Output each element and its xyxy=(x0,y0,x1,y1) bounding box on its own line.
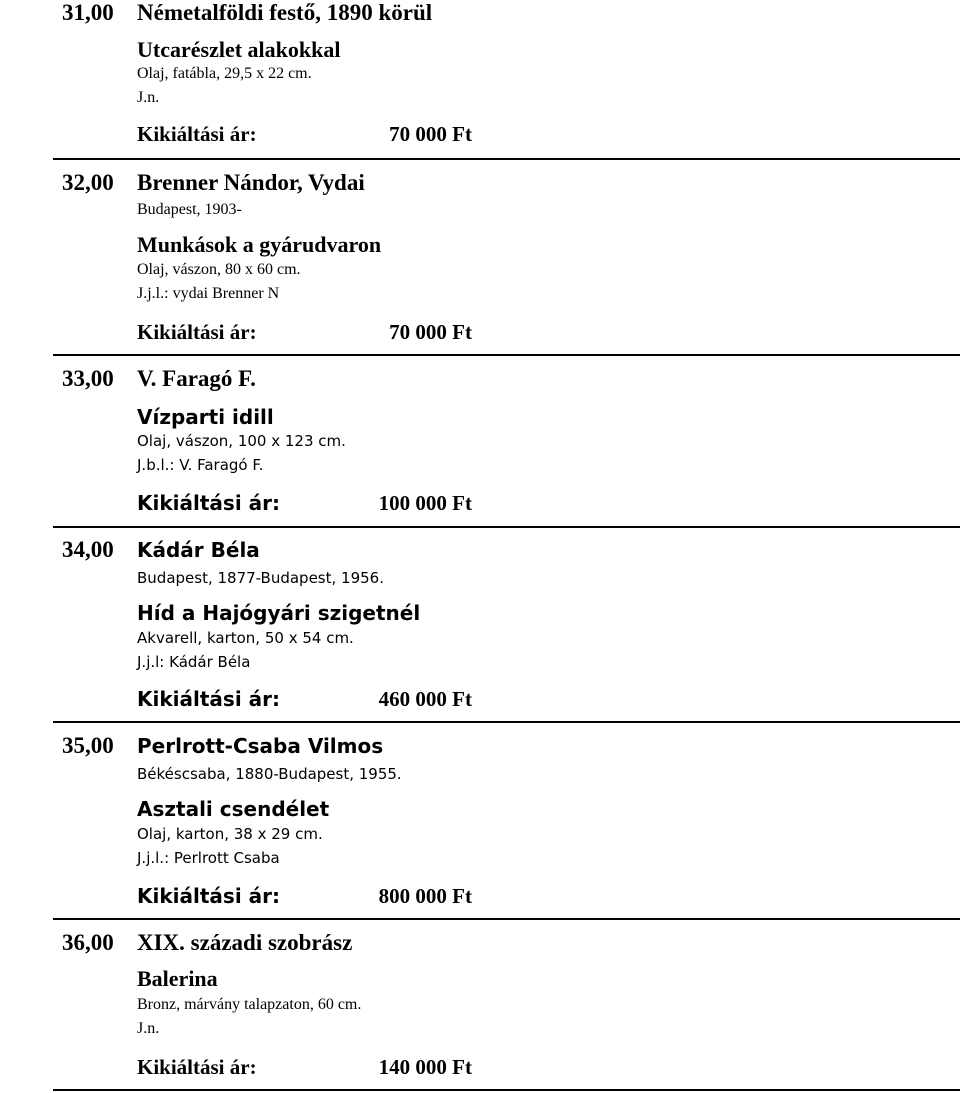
lot-artist-bio: Budapest, 1877-Budapest, 1956. xyxy=(137,569,384,587)
lot-divider xyxy=(53,721,960,723)
lot-medium: Olaj, vászon, 100 x 123 cm. xyxy=(137,432,346,450)
price-label: Kikiáltási ár: xyxy=(137,122,257,146)
starting-price: 70 000 Ft xyxy=(389,320,472,344)
starting-price: 100 000 Ft xyxy=(378,491,472,515)
lot-artist: V. Faragó F. xyxy=(137,366,256,391)
lot-divider xyxy=(53,918,960,920)
lot-title: Híd a Hajógyári szigetnél xyxy=(137,601,421,625)
price-label: Kikiáltási ár: xyxy=(137,320,257,344)
lot-title: Utcarészlet alakokkal xyxy=(137,37,341,62)
lot-medium: Olaj, fatábla, 29,5 x 22 cm. xyxy=(137,65,312,82)
lot-divider xyxy=(53,526,960,528)
price-label: Kikiáltási ár: xyxy=(137,687,280,711)
starting-price: 800 000 Ft xyxy=(378,884,472,908)
lot-signature: J.b.l.: V. Faragó F. xyxy=(137,456,264,474)
lot-title: Vízparti idill xyxy=(137,405,274,429)
lot-number: 31,00 xyxy=(62,0,114,25)
price-label: Kikiáltási ár: xyxy=(137,1055,257,1079)
lot-signature: J.j.l.: Perlrott Csaba xyxy=(137,849,280,867)
price-label: Kikiáltási ár: xyxy=(137,491,280,515)
lot-number: 36,00 xyxy=(62,930,114,955)
lot-number: 34,00 xyxy=(62,537,114,562)
lot-number: 32,00 xyxy=(62,170,114,195)
lot-medium: Olaj, vászon, 80 x 60 cm. xyxy=(137,261,301,278)
lot-number: 33,00 xyxy=(62,366,114,391)
lot-divider xyxy=(53,158,960,160)
lot-title: Asztali csendélet xyxy=(137,797,330,821)
lot-artist: Németalföldi festő, 1890 körül xyxy=(137,0,433,25)
lot-title: Munkások a gyárudvaron xyxy=(137,232,382,257)
starting-price: 140 000 Ft xyxy=(378,1055,472,1079)
lot-medium: Akvarell, karton, 50 x 54 cm. xyxy=(137,629,354,647)
lot-medium: Olaj, karton, 38 x 29 cm. xyxy=(137,825,323,843)
lot-signature: J.j.l.: vydai Brenner N xyxy=(137,285,280,302)
starting-price: 460 000 Ft xyxy=(378,687,472,711)
lot-artist: Brenner Nándor, Vydai xyxy=(137,170,365,195)
lot-signature: J.n. xyxy=(137,89,160,106)
starting-price: 70 000 Ft xyxy=(389,122,472,146)
lot-artist: XIX. századi szobrász xyxy=(137,930,353,955)
lot-artist: Kádár Béla xyxy=(137,538,260,562)
lot-artist-bio: Békéscsaba, 1880-Budapest, 1955. xyxy=(137,765,402,783)
lot-artist: Perlrott-Csaba Vilmos xyxy=(137,734,384,758)
lot-medium: Bronz, márvány talapzaton, 60 cm. xyxy=(137,996,362,1013)
price-label: Kikiáltási ár: xyxy=(137,884,280,908)
lot-artist-bio: Budapest, 1903- xyxy=(137,201,242,218)
lot-divider xyxy=(53,1089,960,1091)
lot-number: 35,00 xyxy=(62,733,114,758)
lot-title: Balerina xyxy=(137,966,218,991)
lot-signature: J.j.l: Kádár Béla xyxy=(137,653,251,671)
lot-signature: J.n. xyxy=(137,1020,160,1037)
lot-divider xyxy=(53,354,960,356)
